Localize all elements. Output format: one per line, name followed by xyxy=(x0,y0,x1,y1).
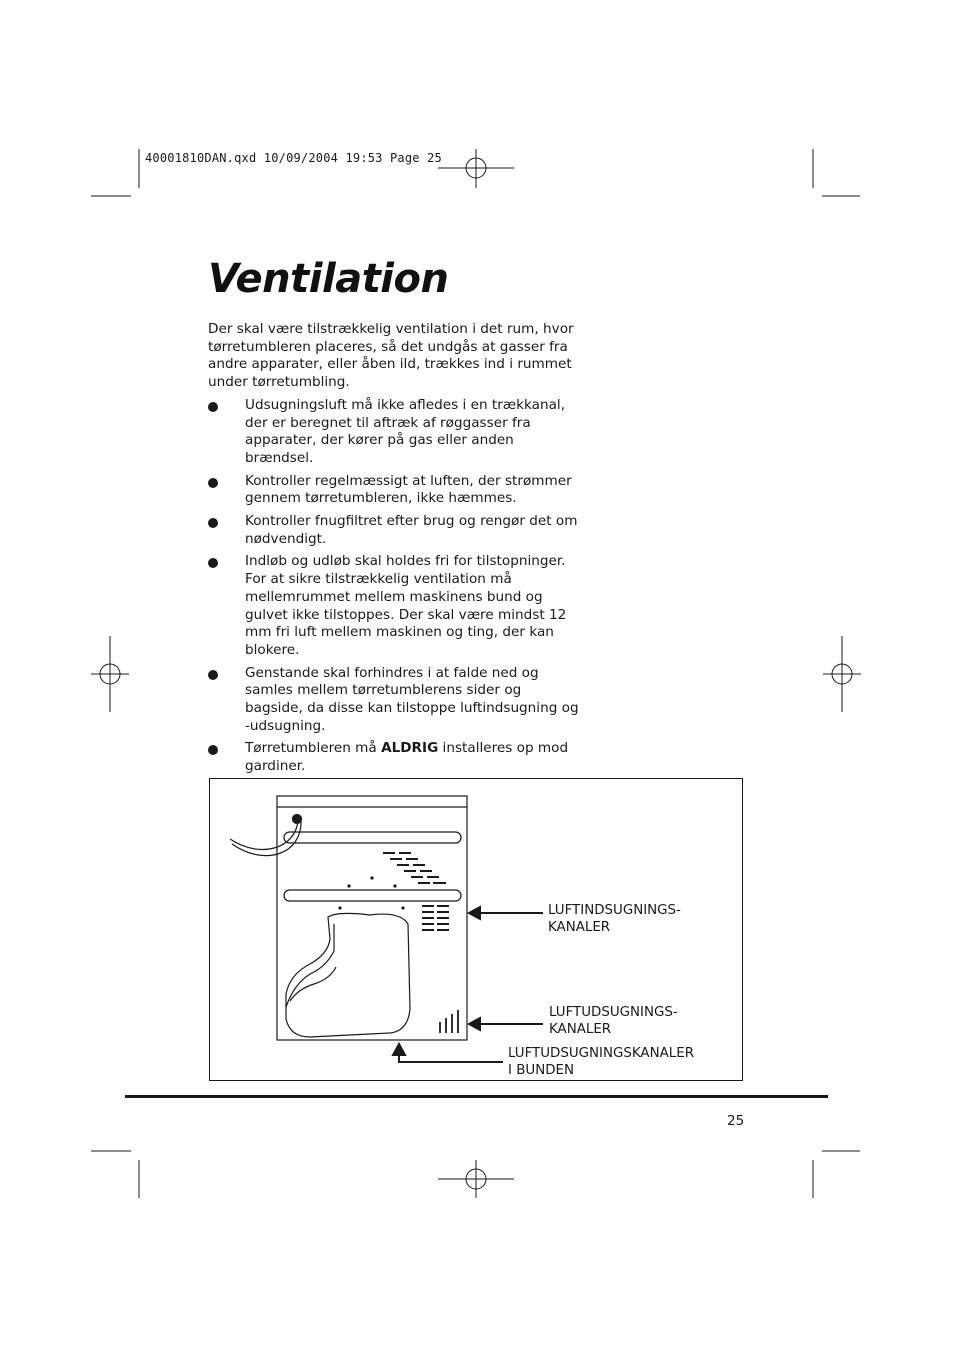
upper-rail xyxy=(284,832,461,843)
registration-mark xyxy=(438,149,514,188)
screw-icon xyxy=(371,877,373,879)
registration-mark xyxy=(438,1160,514,1198)
exhaust-hose xyxy=(286,913,410,1037)
list-item: Udsugningsluft må ikke afledes i en trækkanal, der er beregnet til aftræk af røggasser fra apparater, der kører på gas eller anden brændsel. xyxy=(208,397,580,468)
screw-icon xyxy=(402,907,404,909)
screw-icon xyxy=(394,885,396,887)
intake-arrowhead-icon xyxy=(469,907,480,919)
exhaust-label: LUFTUDSUGNINGS- KANALER xyxy=(549,1005,678,1038)
page-title: Ventilation xyxy=(208,256,449,302)
intake-label: LUFTINDSUGNINGS- KANALER xyxy=(548,903,681,936)
bottom-arrowhead-icon xyxy=(393,1044,405,1055)
bullet-icon xyxy=(208,670,218,680)
list-item: Kontroller fnugfiltret efter brug og rengør det om nødvendigt. xyxy=(208,513,580,548)
bullet-icon xyxy=(208,402,218,412)
screw-icon xyxy=(339,907,341,909)
intro-paragraph: Der skal være tilstrækkelig ventilation i det rum, hvor tørretumbleren placeres, så det undgås at gasser fra andre apparater, eller åben ild, trækkes ind i rummet under tørretumbling. xyxy=(208,321,574,391)
power-cord xyxy=(230,821,298,849)
dryer-ventilation-figure xyxy=(209,778,743,1081)
lower-rail xyxy=(284,890,461,901)
exhaust-arrowhead-icon xyxy=(469,1018,480,1030)
bottom-arrow xyxy=(399,1052,503,1062)
cord-entry-icon xyxy=(293,815,302,824)
bullet-icon xyxy=(208,478,218,488)
footer-rule xyxy=(125,1095,828,1098)
print-slug: 40001810DAN.qxd 10/09/2004 19:53 Page 25 xyxy=(145,151,442,165)
screw-icon xyxy=(348,885,350,887)
bullet-list xyxy=(208,397,580,776)
body-text xyxy=(208,321,580,781)
list-item: Tørretumbleren må ALDRIG installeres op mod gardiner. xyxy=(208,740,580,775)
registration-mark xyxy=(91,636,129,712)
list-item: Kontroller regelmæssigt at luften, der strømmer gennem tørretumbleren, ikke hæmmes. xyxy=(208,473,580,508)
bottom-exhaust-label: LUFTUDSUGNINGSKANALER I BUNDEN xyxy=(508,1046,694,1079)
bullet-icon xyxy=(208,558,218,568)
list-item: Genstande skal forhindres i at falde ned og samles mellem tørretumblerens sider og bagside, da disse kan tilstoppe luftindsugning og -udsugning. xyxy=(208,665,580,736)
page-number: 25 xyxy=(727,1113,745,1129)
intake-vent-grille xyxy=(422,906,449,930)
emphasis-word: ALDRIG xyxy=(381,740,439,757)
bullet-icon xyxy=(208,745,218,755)
exhaust-hose-seam xyxy=(286,924,334,1007)
list-item: Indløb og udløb skal holdes fri for tilstopninger. For at sikre tilstrækkelig ventilation må mellemrummet mellem maskinens bund og gulvet ikke tilstoppes. Der skal være mindst 12 mm fri luft mellem maskinen og ting, der kan blokere. xyxy=(208,553,580,659)
exhaust-vent-grille xyxy=(440,1010,458,1033)
bullet-icon xyxy=(208,518,218,528)
registration-mark xyxy=(823,636,861,712)
